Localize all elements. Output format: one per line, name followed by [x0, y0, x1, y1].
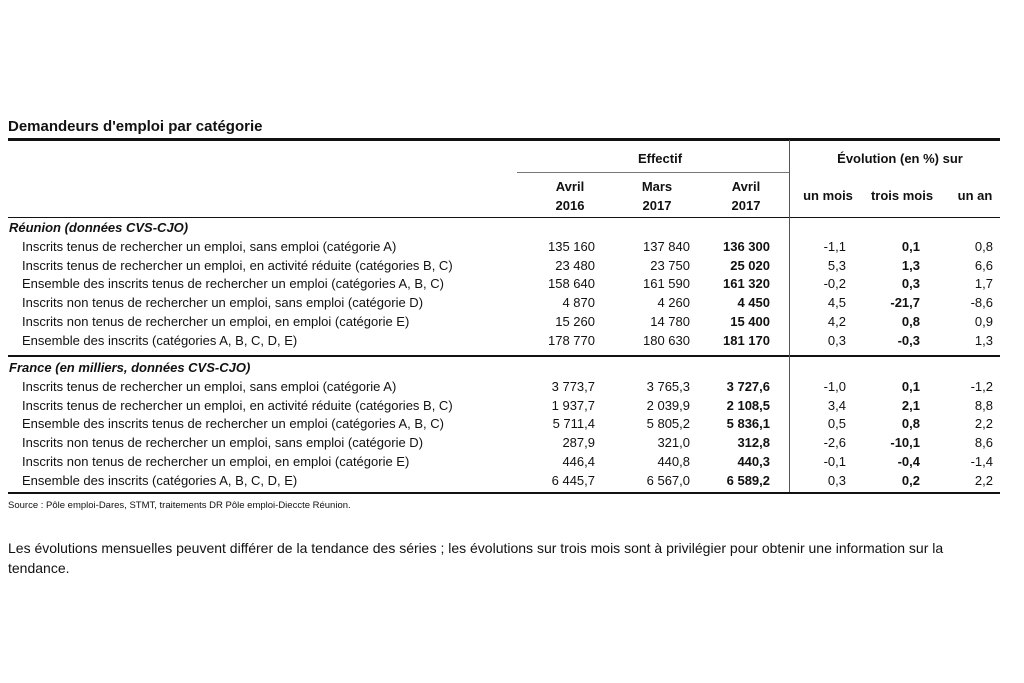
table-cell: 158 640 — [548, 276, 595, 292]
table-cell: 15 400 — [730, 313, 770, 329]
row-label: Ensemble des inscrits (catégories A, B, C, D, E) — [22, 472, 298, 488]
table-cell: 3 773,7 — [551, 379, 595, 394]
evolution-header: Évolution (en %) sur — [837, 151, 963, 166]
table-cell: 2,1 — [901, 397, 920, 413]
table-cell: 4 260 — [657, 295, 690, 311]
row-label: Inscrits non tenus de rechercher un emploi, en emploi (catégorie E) — [22, 453, 410, 469]
table-cell: 4 450 — [737, 295, 770, 311]
table-cell: 14 780 — [650, 313, 690, 329]
table-cell: 312,8 — [737, 435, 770, 451]
table-cell: 4 870 — [562, 295, 595, 311]
row-label: Ensemble des inscrits tenus de rechercher un emploi (catégories A, B, C) — [22, 416, 444, 432]
row-label: Ensemble des inscrits tenus de rechercher un emploi (catégories A, B, C) — [22, 276, 444, 292]
col-header-trois-mois: trois mois — [870, 188, 934, 203]
table-row — [0, 378, 1024, 396]
table-cell: 161 320 — [723, 276, 770, 292]
table-cell: 446,4 — [562, 453, 595, 469]
table-cell: -0,2 — [823, 276, 846, 292]
col-header-avril-2016: Avril 2016 — [555, 179, 585, 213]
table-title: Demandeurs d'emploi par catégorie — [8, 118, 263, 135]
table-cell: 161 590 — [643, 276, 690, 292]
table-row — [0, 332, 1024, 350]
table-cell: 4,5 — [827, 295, 846, 311]
table-cell: 2,2 — [974, 472, 993, 488]
table-cell: 4,2 — [827, 313, 846, 329]
table-cell: 0,3 — [901, 276, 920, 292]
table-cell: 0,8 — [901, 416, 920, 432]
table-cell: 8,8 — [974, 397, 993, 413]
table-cell: 23 750 — [650, 257, 690, 273]
table-cell: 0,8 — [974, 239, 993, 254]
table-cell: 1,3 — [974, 332, 993, 348]
table-cell: -0,1 — [823, 453, 846, 469]
table-cell: 3 727,6 — [726, 379, 770, 394]
table-cell: -1,4 — [970, 453, 993, 469]
bottom-rule — [8, 492, 1000, 494]
table-cell: 440,3 — [737, 453, 770, 469]
table-cell: 1,3 — [901, 257, 920, 273]
table-cell: 181 170 — [723, 332, 770, 348]
table-cell: 6 567,0 — [646, 472, 690, 488]
table-cell: 5 836,1 — [726, 416, 770, 432]
section-rule — [8, 355, 1000, 357]
table-cell: 2 108,5 — [726, 397, 770, 413]
table-row — [0, 453, 1024, 471]
row-label: Inscrits tenus de rechercher un emploi, en activité réduite (catégories B, C) — [22, 257, 453, 273]
row-label: Inscrits non tenus de rechercher un emploi, sans emploi (catégorie D) — [22, 295, 424, 311]
table-cell: 0,1 — [901, 239, 920, 254]
col-header-mars-2017: Mars 2017 — [641, 179, 673, 213]
table-cell: 0,8 — [901, 313, 920, 329]
table-cell: -1,1 — [823, 239, 846, 254]
source-note: Source : Pôle emploi-Dares, STMT, traitements DR Pôle emploi-Dieccte Réunion. — [8, 500, 351, 511]
row-label: Inscrits tenus de rechercher un emploi, en activité réduite (catégories B, C) — [22, 397, 453, 413]
table-cell: -8,6 — [970, 295, 993, 311]
table-cell: 440,8 — [657, 453, 690, 469]
col-header-avril-2017: Avril 2017 — [731, 179, 761, 213]
row-label: Inscrits non tenus de rechercher un emploi, en emploi (catégorie E) — [22, 313, 410, 329]
table-cell: 8,6 — [974, 435, 993, 451]
table-cell: 287,9 — [562, 435, 595, 451]
table-row — [0, 313, 1024, 331]
table-cell: 5 805,2 — [646, 416, 690, 432]
row-label: Inscrits tenus de rechercher un emploi, sans emploi (catégorie A) — [22, 239, 397, 254]
table-cell: 136 300 — [723, 239, 770, 254]
table-cell: 178 770 — [548, 332, 595, 348]
table-row — [0, 472, 1024, 490]
table-cell: 321,0 — [657, 435, 690, 451]
table-cell: 5,3 — [827, 257, 846, 273]
footnote-paragraph: Les évolutions mensuelles peuvent différer de la tendance des séries ; les évolutions sur trois mois sont à privilégier pour obtenir une information sur la tendance. — [8, 540, 944, 576]
table-row — [0, 397, 1024, 415]
table-cell: 135 160 — [548, 239, 595, 254]
table-row — [0, 294, 1024, 312]
col-header-un-an: un an — [957, 188, 993, 203]
table-cell: 1 937,7 — [551, 397, 595, 413]
table-row — [0, 415, 1024, 433]
table-cell: 0,1 — [901, 379, 920, 394]
table-cell: 0,3 — [827, 332, 846, 348]
table-cell: 2,2 — [974, 416, 993, 432]
table-cell: 1,7 — [974, 276, 993, 292]
table-cell: 15 260 — [555, 313, 595, 329]
table-cell: 0,3 — [827, 472, 846, 488]
table-cell: 0,9 — [974, 313, 993, 329]
table-row — [0, 238, 1024, 256]
top-rule — [8, 138, 1000, 141]
row-label: Inscrits tenus de rechercher un emploi, sans emploi (catégorie A) — [22, 379, 397, 394]
effectif-underline — [517, 172, 789, 173]
table-cell: 6,6 — [974, 257, 993, 273]
table-cell: -0,3 — [897, 332, 920, 348]
table-cell: -1,0 — [823, 379, 846, 394]
effectif-header: Effectif — [637, 151, 683, 166]
table-cell: 5 711,4 — [552, 416, 595, 432]
table-cell: 2 039,9 — [646, 397, 690, 413]
table-cell: 180 630 — [643, 332, 690, 348]
table-cell: 6 589,2 — [726, 472, 770, 488]
table-row — [0, 257, 1024, 275]
table-row — [0, 434, 1024, 452]
group-title-france: France (en milliers, données CVS-CJO) — [9, 360, 251, 375]
table-cell: 0,2 — [901, 472, 920, 488]
group-title-reunion: Réunion (données CVS-CJO) — [9, 220, 189, 235]
table-cell: -2,6 — [823, 435, 846, 451]
table-cell: 23 480 — [555, 257, 595, 273]
table-cell: 6 445,7 — [551, 472, 595, 488]
table-cell: 3,4 — [827, 397, 846, 413]
table-cell: -10,1 — [890, 435, 920, 451]
table-cell: -0,4 — [897, 453, 920, 469]
table-row — [0, 275, 1024, 293]
col-header-un-mois: un mois — [803, 188, 853, 203]
row-label: Ensemble des inscrits (catégories A, B, C, D, E) — [22, 332, 298, 348]
header-rule — [8, 217, 1000, 218]
table-cell: -1,2 — [970, 379, 993, 394]
table-cell: 137 840 — [643, 239, 690, 254]
table-cell: -21,7 — [890, 295, 920, 311]
table-cell: 3 765,3 — [646, 379, 690, 394]
table-cell: 0,5 — [827, 416, 846, 432]
row-label: Inscrits non tenus de rechercher un emploi, sans emploi (catégorie D) — [22, 435, 424, 451]
table-cell: 25 020 — [730, 257, 770, 273]
